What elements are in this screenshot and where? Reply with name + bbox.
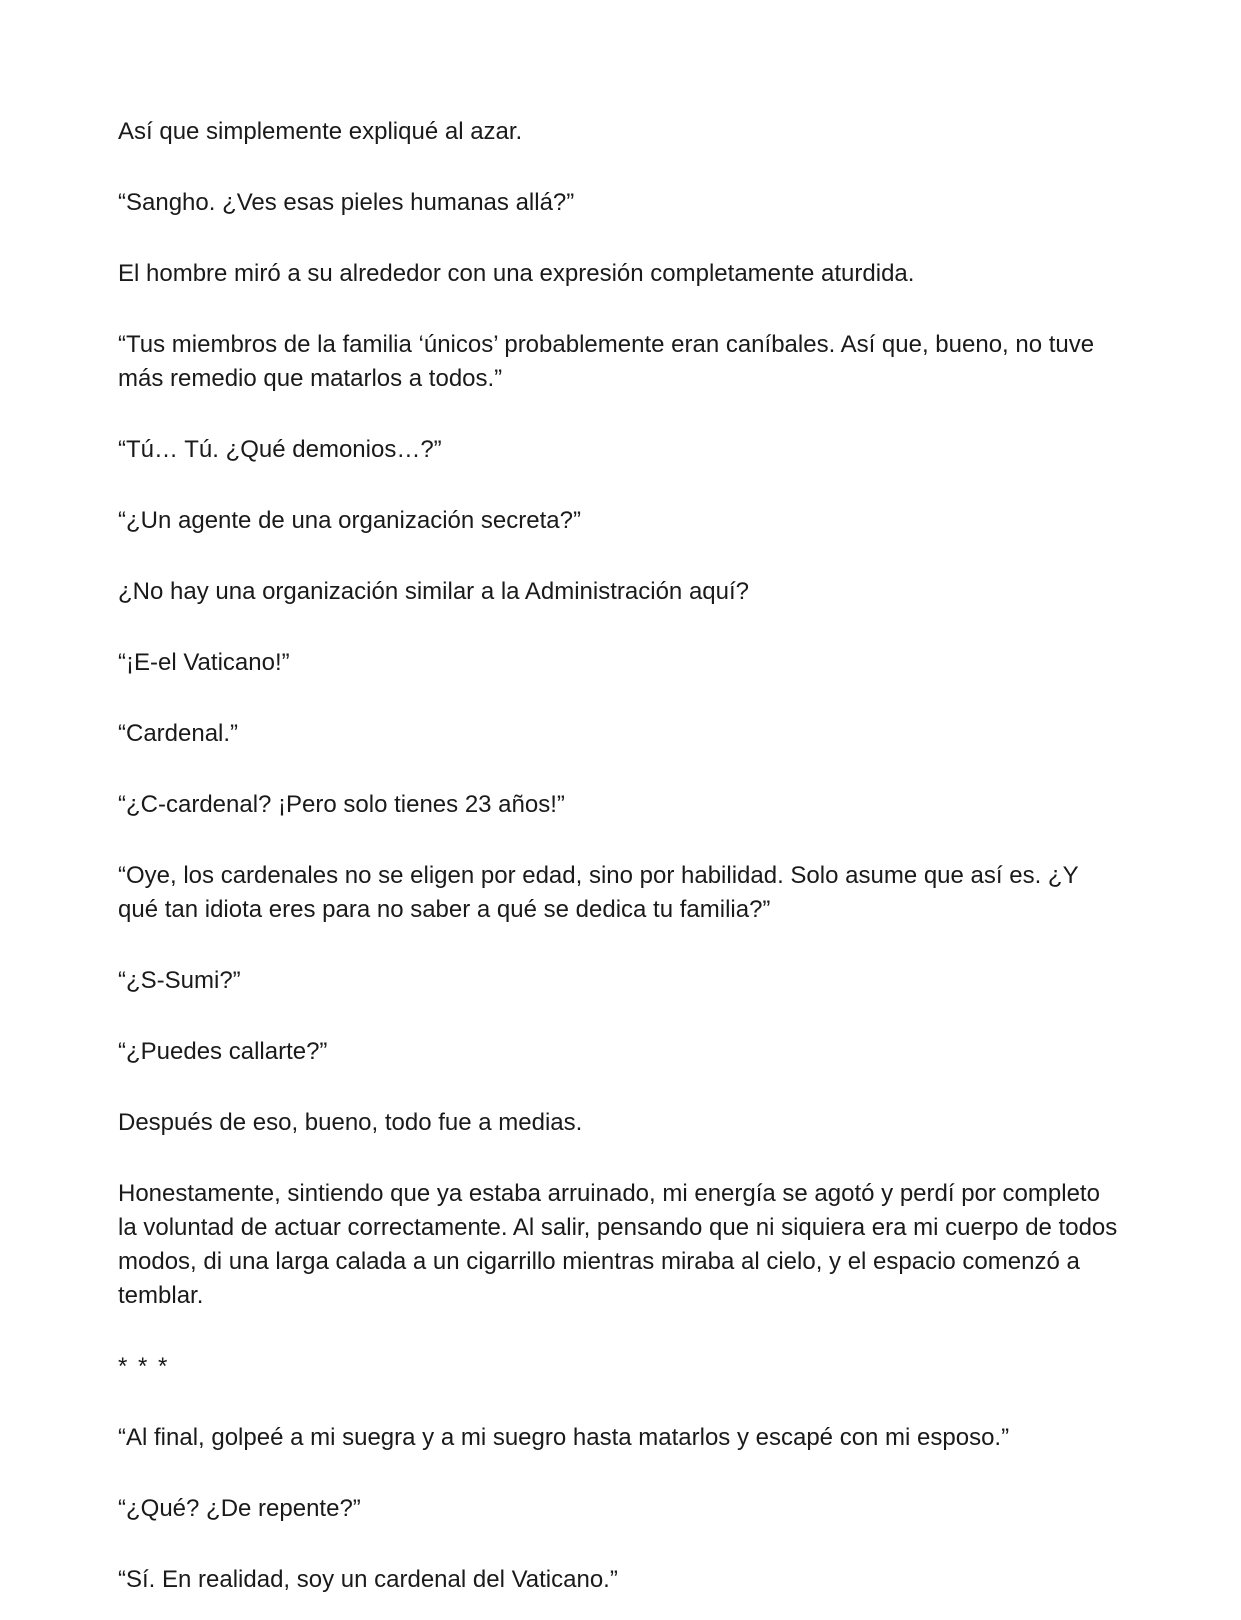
paragraph: “Tú… Tú. ¿Qué demonios…?” — [118, 436, 442, 463]
paragraph: “¿S-Sumi?” — [118, 967, 241, 994]
paragraph: “Tus miembros de la familia ‘únicos’ probablemente eran caníbales. Así que, bueno, no tuve más remedio que matarlos a todos.” — [118, 331, 1095, 392]
paragraph: “Sangho. ¿Ves esas pieles humanas allá?” — [118, 189, 575, 216]
scene-separator: * * * — [118, 1353, 170, 1380]
paragraph: “Al final, golpeé a mi suegra y a mi suegro hasta matarlos y escapé con mi esposo.” — [118, 1424, 1010, 1451]
paragraph: “¿Qué? ¿De repente?” — [118, 1495, 361, 1522]
paragraph: Así que simplemente expliqué al azar. — [118, 118, 523, 145]
paragraph: Honestamente, sintiendo que ya estaba arruinado, mi energía se agotó y perdí por completo la voluntad de actuar correctamente. Al salir, pensando que ni siquiera era mi cuerpo de todos modos, di una larga calada a un cigarrillo mientras miraba al cielo, y el espacio comenzó a temblar. — [118, 1180, 1118, 1309]
paragraph: “¿Un agente de una organización secreta?” — [118, 507, 581, 534]
paragraph: Después de eso, bueno, todo fue a medias. — [118, 1109, 583, 1136]
paragraph: ¿No hay una organización similar a la Administración aquí? — [118, 578, 749, 605]
paragraph: “Oye, los cardenales no se eligen por edad, sino por habilidad. Solo asume que así es. ¿Y qué tan idiota eres para no saber a qué se dedica tu familia?” — [118, 862, 1079, 923]
paragraph: El hombre miró a su alrededor con una expresión completamente aturdida. — [118, 260, 915, 287]
paragraph: “¿C-cardenal? ¡Pero solo tienes 23 años!” — [118, 791, 565, 818]
paragraph: “¿Puedes callarte?” — [118, 1038, 328, 1065]
paragraph: “¡E-el Vaticano!” — [118, 649, 290, 676]
paragraph: “Cardenal.” — [118, 720, 239, 747]
paragraph: “Sí. En realidad, soy un cardenal del Vaticano.” — [118, 1566, 618, 1593]
